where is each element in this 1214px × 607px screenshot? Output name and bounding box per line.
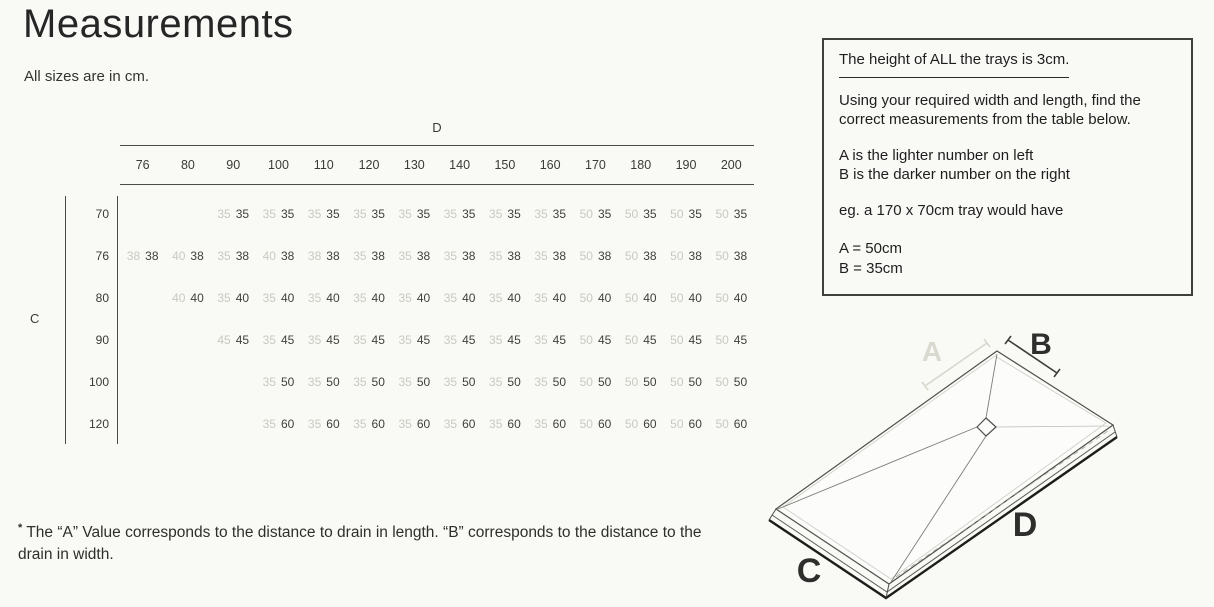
value-a: 50 (715, 375, 729, 389)
cell-76x170 (573, 235, 618, 277)
value-b: 35 (733, 207, 748, 221)
cell-100x160 (528, 361, 573, 403)
cell-120x190 (663, 403, 708, 445)
value-a: 50 (579, 291, 593, 305)
value-b: 35 (688, 207, 702, 221)
cell-90x100 (256, 319, 301, 361)
cell-120x100 (256, 403, 301, 445)
row-label-76: 76 (95, 249, 109, 263)
cell-70x90 (211, 193, 256, 235)
value-a: 50 (670, 417, 684, 431)
cell-90x160 (528, 319, 573, 361)
value-a: 35 (534, 291, 548, 305)
cell-70x190 (663, 193, 708, 235)
cell-80x190 (663, 277, 708, 319)
cell-100x76 (120, 361, 165, 403)
value-a: 35 (353, 249, 367, 263)
cell-120x90 (211, 403, 256, 445)
value-a: 35 (489, 249, 503, 263)
column-header-100: 100 (268, 158, 289, 172)
value-a: 40 (172, 291, 186, 305)
value-a: 50 (624, 375, 639, 389)
value-a: 50 (670, 333, 684, 347)
value-b: 45 (326, 333, 340, 347)
value-b: 40 (326, 291, 340, 305)
table-body (120, 193, 754, 445)
cell-100x100 (256, 361, 301, 403)
value-b: 40 (733, 291, 748, 305)
value-b: 45 (507, 333, 521, 347)
value-b: 38 (597, 249, 612, 263)
value-b: 38 (733, 249, 748, 263)
cell-90x110 (301, 319, 346, 361)
value-a: 35 (307, 207, 322, 221)
cell-120x150 (482, 403, 527, 445)
value-b: 45 (280, 333, 295, 347)
value-b: 35 (643, 207, 657, 221)
value-b: 38 (235, 249, 250, 263)
value-b: 60 (597, 417, 612, 431)
value-b: 40 (688, 291, 702, 305)
value-a: 35 (217, 249, 231, 263)
value-b: 35 (552, 207, 567, 221)
value-b: 45 (688, 333, 702, 347)
table-row-70 (120, 193, 754, 235)
cell-70x180 (618, 193, 663, 235)
cell-120x120 (346, 403, 391, 445)
value-a: 35 (443, 417, 458, 431)
value-a: 35 (443, 249, 458, 263)
value-a: 40 (262, 249, 276, 263)
value-b: 60 (507, 417, 521, 431)
info-example-intro: eg. a 170 x 70cm tray would have (839, 202, 1064, 220)
cell-80x130 (392, 277, 437, 319)
value-b: 50 (688, 375, 702, 389)
value-b: 60 (326, 417, 340, 431)
value-a: 50 (624, 291, 639, 305)
cell-70x200 (709, 193, 754, 235)
cell-100x170 (573, 361, 618, 403)
footnote-marker: * (18, 522, 23, 534)
table-row-120 (120, 403, 754, 445)
cell-90x150 (482, 319, 527, 361)
cell-100x80 (165, 361, 210, 403)
cell-90x90 (211, 319, 256, 361)
value-b: 50 (643, 375, 657, 389)
cell-70x110 (301, 193, 346, 235)
value-a: 35 (398, 291, 412, 305)
value-a: 35 (443, 375, 458, 389)
value-b: 50 (733, 375, 748, 389)
value-a: 50 (715, 249, 729, 263)
cell-80x170 (573, 277, 618, 319)
value-b: 40 (597, 291, 612, 305)
value-a: 50 (715, 291, 729, 305)
value-b: 40 (416, 291, 431, 305)
value-b: 35 (462, 207, 476, 221)
cell-100x180 (618, 361, 663, 403)
value-b: 38 (552, 249, 567, 263)
cell-70x80 (165, 193, 210, 235)
value-a: 35 (534, 207, 548, 221)
cell-120x180 (618, 403, 663, 445)
cell-120x170 (573, 403, 618, 445)
cell-100x140 (437, 361, 482, 403)
value-a: 50 (579, 417, 593, 431)
value-a: 50 (579, 207, 593, 221)
value-a: 38 (307, 249, 322, 263)
units-note: All sizes are in cm. (24, 68, 150, 85)
value-b: 50 (371, 375, 385, 389)
value-b: 35 (371, 207, 385, 221)
info-height-note: The height of ALL the trays is 3cm. (839, 51, 1069, 78)
value-a: 50 (670, 375, 684, 389)
value-a: 35 (353, 417, 367, 431)
value-a: 35 (262, 417, 276, 431)
cell-76x160 (528, 235, 573, 277)
value-b: 50 (507, 375, 521, 389)
value-b: 38 (326, 249, 340, 263)
c-axis-label: C (30, 311, 40, 326)
value-a: 38 (126, 249, 141, 263)
cell-120x200 (709, 403, 754, 445)
cell-80x150 (482, 277, 527, 319)
cell-76x76 (120, 235, 165, 277)
cell-90x190 (663, 319, 708, 361)
value-a: 50 (670, 291, 684, 305)
value-a: 35 (534, 417, 548, 431)
value-b: 60 (416, 417, 431, 431)
tray-side-join-right (1113, 425, 1117, 437)
value-b: 60 (688, 417, 702, 431)
value-b: 38 (190, 249, 204, 263)
diagram-label-a: A (921, 336, 943, 367)
column-header-110: 110 (313, 158, 334, 172)
value-a: 35 (353, 375, 367, 389)
cell-76x120 (346, 235, 391, 277)
row-label-90: 90 (95, 333, 109, 347)
info-instructions: Using your required width and length, find the correct measurements from the table below. (839, 91, 1141, 128)
value-b: 38 (643, 249, 657, 263)
column-header-170: 170 (585, 158, 606, 172)
value-a: 35 (398, 249, 412, 263)
cell-120x110 (301, 403, 346, 445)
cell-120x140 (437, 403, 482, 445)
value-b: 40 (371, 291, 385, 305)
cell-80x180 (618, 277, 663, 319)
value-b: 60 (462, 417, 476, 431)
value-a: 35 (217, 207, 231, 221)
value-b: 45 (643, 333, 657, 347)
cell-120x160 (528, 403, 573, 445)
value-b: 50 (552, 375, 567, 389)
value-a: 35 (307, 333, 322, 347)
column-header-90: 90 (226, 158, 241, 172)
value-b: 38 (280, 249, 295, 263)
value-a: 35 (262, 291, 276, 305)
cell-90x180 (618, 319, 663, 361)
column-header-150: 150 (494, 158, 516, 172)
value-a: 50 (624, 207, 639, 221)
value-b: 35 (507, 207, 521, 221)
value-a: 35 (489, 291, 503, 305)
value-b: 45 (733, 333, 748, 347)
value-b: 60 (371, 417, 385, 431)
value-b: 35 (416, 207, 431, 221)
cell-90x140 (437, 319, 482, 361)
value-a: 35 (489, 333, 503, 347)
cell-100x150 (482, 361, 527, 403)
value-a: 50 (624, 333, 639, 347)
value-b: 38 (688, 249, 702, 263)
cell-100x120 (346, 361, 391, 403)
value-b: 40 (643, 291, 657, 305)
diagram-label-d: D (1012, 506, 1038, 544)
value-a: 50 (670, 207, 684, 221)
cell-76x200 (709, 235, 754, 277)
cell-70x100 (256, 193, 301, 235)
cell-90x80 (165, 319, 210, 361)
cell-70x170 (573, 193, 618, 235)
cell-76x80 (165, 235, 210, 277)
value-b: 50 (597, 375, 612, 389)
tray-top-face (776, 351, 1113, 584)
cell-90x130 (392, 319, 437, 361)
info-example-b: B = 35cm (839, 260, 903, 278)
value-a: 35 (353, 333, 367, 347)
value-b: 35 (280, 207, 295, 221)
value-a: 50 (624, 249, 639, 263)
value-a: 40 (172, 249, 186, 263)
table-row-76 (120, 235, 754, 277)
cell-80x76 (120, 277, 165, 319)
column-header-130: 130 (403, 158, 425, 172)
value-a: 35 (398, 333, 412, 347)
value-b: 45 (371, 333, 385, 347)
cell-70x76 (120, 193, 165, 235)
value-a: 35 (353, 291, 367, 305)
cell-70x120 (346, 193, 391, 235)
value-a: 50 (670, 249, 684, 263)
cell-120x80 (165, 403, 210, 445)
cell-90x76 (120, 319, 165, 361)
value-a: 35 (534, 375, 548, 389)
column-header-76: 76 (135, 158, 150, 172)
cell-80x120 (346, 277, 391, 319)
cell-76x100 (256, 235, 301, 277)
cell-90x120 (346, 319, 391, 361)
value-b: 50 (326, 375, 340, 389)
value-a: 35 (534, 333, 548, 347)
row-label-70: 70 (95, 207, 109, 221)
value-b: 40 (190, 291, 204, 305)
value-a: 35 (262, 375, 276, 389)
value-b: 38 (145, 249, 159, 263)
value-a: 35 (489, 207, 503, 221)
tray-diagram (760, 320, 1214, 607)
value-a: 35 (489, 375, 503, 389)
value-b: 35 (597, 207, 612, 221)
info-box (822, 38, 1193, 296)
column-header-200: 200 (720, 158, 742, 172)
value-b: 45 (462, 333, 476, 347)
footnote (18, 521, 730, 566)
info-a-legend: A is the lighter number on left (839, 146, 1034, 164)
value-a: 35 (443, 207, 458, 221)
cell-76x140 (437, 235, 482, 277)
value-b: 35 (326, 207, 340, 221)
column-header-180: 180 (630, 158, 652, 172)
value-b: 45 (597, 333, 612, 347)
info-b-legend: B is the darker number on the right (839, 165, 1070, 183)
value-a: 35 (398, 417, 412, 431)
value-b: 38 (416, 249, 431, 263)
value-b: 60 (552, 417, 567, 431)
value-a: 35 (489, 417, 503, 431)
value-b: 50 (416, 375, 431, 389)
cell-80x90 (211, 277, 256, 319)
cell-120x130 (392, 403, 437, 445)
row-label-100: 100 (88, 375, 109, 389)
value-b: 38 (371, 249, 385, 263)
cell-90x200 (709, 319, 754, 361)
cell-80x100 (256, 277, 301, 319)
value-b: 45 (235, 333, 250, 347)
value-b: 40 (507, 291, 521, 305)
cell-70x150 (482, 193, 527, 235)
row-label-120: 120 (88, 417, 109, 431)
column-header-120: 120 (358, 158, 380, 172)
diagram-label-c: C (796, 552, 822, 590)
cell-70x160 (528, 193, 573, 235)
row-label-80: 80 (95, 291, 109, 305)
column-header-160: 160 (539, 158, 561, 172)
value-b: 35 (235, 207, 250, 221)
page-title: Measurements (23, 2, 294, 46)
cell-70x140 (437, 193, 482, 235)
value-a: 35 (307, 375, 322, 389)
footnote-text: The “A” Value corresponds to the distance to drain in length. “B” corresponds to the distance to the drain in width. (18, 524, 702, 564)
value-b: 60 (733, 417, 748, 431)
column-header-190: 190 (675, 158, 697, 172)
value-b: 38 (462, 249, 476, 263)
value-a: 50 (624, 417, 639, 431)
value-a: 35 (443, 333, 458, 347)
value-a: 35 (217, 291, 231, 305)
value-a: 35 (398, 207, 412, 221)
cell-80x80 (165, 277, 210, 319)
cell-100x190 (663, 361, 708, 403)
value-b: 45 (552, 333, 567, 347)
value-b: 40 (235, 291, 250, 305)
diagram-label-b: B (1030, 328, 1052, 361)
value-a: 35 (353, 207, 367, 221)
cell-76x150 (482, 235, 527, 277)
value-a: 35 (307, 291, 322, 305)
cell-76x180 (618, 235, 663, 277)
value-b: 60 (643, 417, 657, 431)
value-b: 40 (462, 291, 476, 305)
value-b: 50 (280, 375, 295, 389)
cell-100x110 (301, 361, 346, 403)
table-row-80 (120, 277, 754, 319)
value-a: 35 (262, 333, 276, 347)
value-a: 50 (715, 417, 729, 431)
table-row-100 (120, 361, 754, 403)
info-example-a: A = 50cm (839, 240, 902, 258)
cell-70x130 (392, 193, 437, 235)
value-a: 35 (443, 291, 458, 305)
column-header-140: 140 (449, 158, 471, 172)
value-a: 35 (262, 207, 276, 221)
cell-76x130 (392, 235, 437, 277)
table-inner-rule (117, 196, 118, 444)
cell-80x160 (528, 277, 573, 319)
value-a: 35 (534, 249, 548, 263)
cell-100x130 (392, 361, 437, 403)
value-b: 40 (280, 291, 295, 305)
d-axis-label: D (432, 120, 442, 135)
value-a: 35 (307, 417, 322, 431)
column-headers (120, 145, 754, 185)
value-a: 50 (579, 249, 593, 263)
value-a: 45 (217, 333, 231, 347)
cell-120x76 (120, 403, 165, 445)
info-example-values (839, 240, 1176, 279)
column-header-80: 80 (180, 158, 195, 172)
value-a: 50 (715, 333, 729, 347)
cell-80x200 (709, 277, 754, 319)
value-b: 40 (552, 291, 567, 305)
table-row-90 (120, 319, 754, 361)
cell-100x90 (211, 361, 256, 403)
cell-76x190 (663, 235, 708, 277)
value-b: 38 (507, 249, 521, 263)
row-labels (65, 193, 117, 445)
tray-side-join-left (769, 509, 776, 520)
cell-76x110 (301, 235, 346, 277)
value-a: 35 (398, 375, 412, 389)
value-b: 60 (280, 417, 295, 431)
value-b: 45 (416, 333, 431, 347)
value-b: 50 (462, 375, 476, 389)
value-a: 50 (715, 207, 729, 221)
cell-80x110 (301, 277, 346, 319)
cell-90x170 (573, 319, 618, 361)
info-a-b-legend (839, 147, 1176, 185)
cell-76x90 (211, 235, 256, 277)
value-a: 50 (579, 375, 593, 389)
value-a: 50 (579, 333, 593, 347)
cell-100x200 (709, 361, 754, 403)
cell-80x140 (437, 277, 482, 319)
